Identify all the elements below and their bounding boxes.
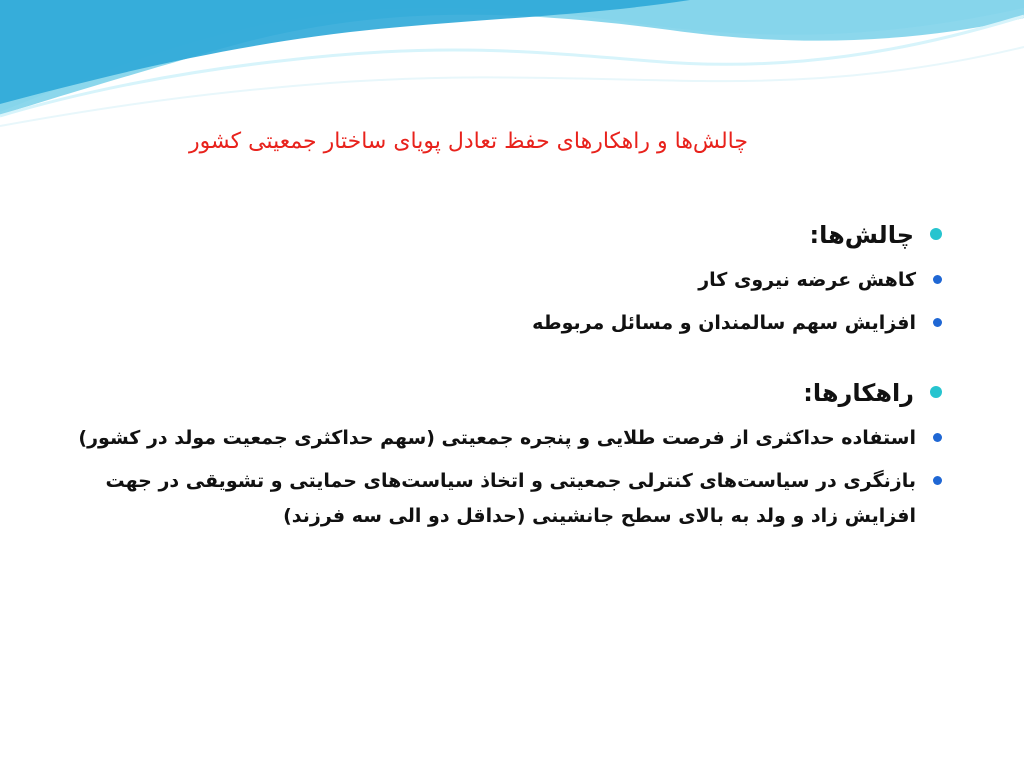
solutions-heading-text: راهکارها: — [803, 379, 914, 407]
challenge-item-2 — [42, 306, 942, 341]
solutions-heading — [42, 373, 942, 413]
challenges-heading-text: چالش‌ها: — [809, 221, 914, 249]
slide-content — [42, 215, 942, 534]
solutions-section — [42, 373, 942, 534]
decorative-wave-header — [0, 0, 1024, 130]
solution-item-1 — [42, 421, 942, 456]
bullet-icon — [933, 476, 942, 485]
solution-item-1-text: استفاده حداکثری از فرصت طلایی و پنجره جمعیتی (سهم حداکثری جمعیت مولد در کشور) — [78, 427, 916, 449]
bullet-icon — [933, 275, 942, 284]
bullet-icon — [930, 228, 942, 240]
challenge-item-1 — [42, 263, 942, 298]
challenge-item-1-text: کاهش عرضه نیروی کار — [698, 269, 916, 291]
bullet-icon — [930, 386, 942, 398]
bullet-icon — [933, 318, 942, 327]
challenges-section — [42, 215, 942, 341]
solution-item-2 — [42, 464, 942, 534]
bullet-icon — [933, 433, 942, 442]
challenges-heading — [42, 215, 942, 255]
solution-item-2-text: بازنگری در سیاست‌های کنترلی جمعیتی و اتخاذ سیاست‌های حمایتی و تشویقی در جهت افزایش زاد و ولد به بالای سطح جانشینی (حداقل دو الی سه فرزند) — [105, 470, 916, 527]
challenge-item-2-text: افزایش سهم سالمندان و مسائل مربوطه — [532, 312, 916, 334]
slide-title: چالش‌ها و راهکارهای حفظ تعادل پویای ساختار جمعیتی کشور — [189, 129, 748, 154]
